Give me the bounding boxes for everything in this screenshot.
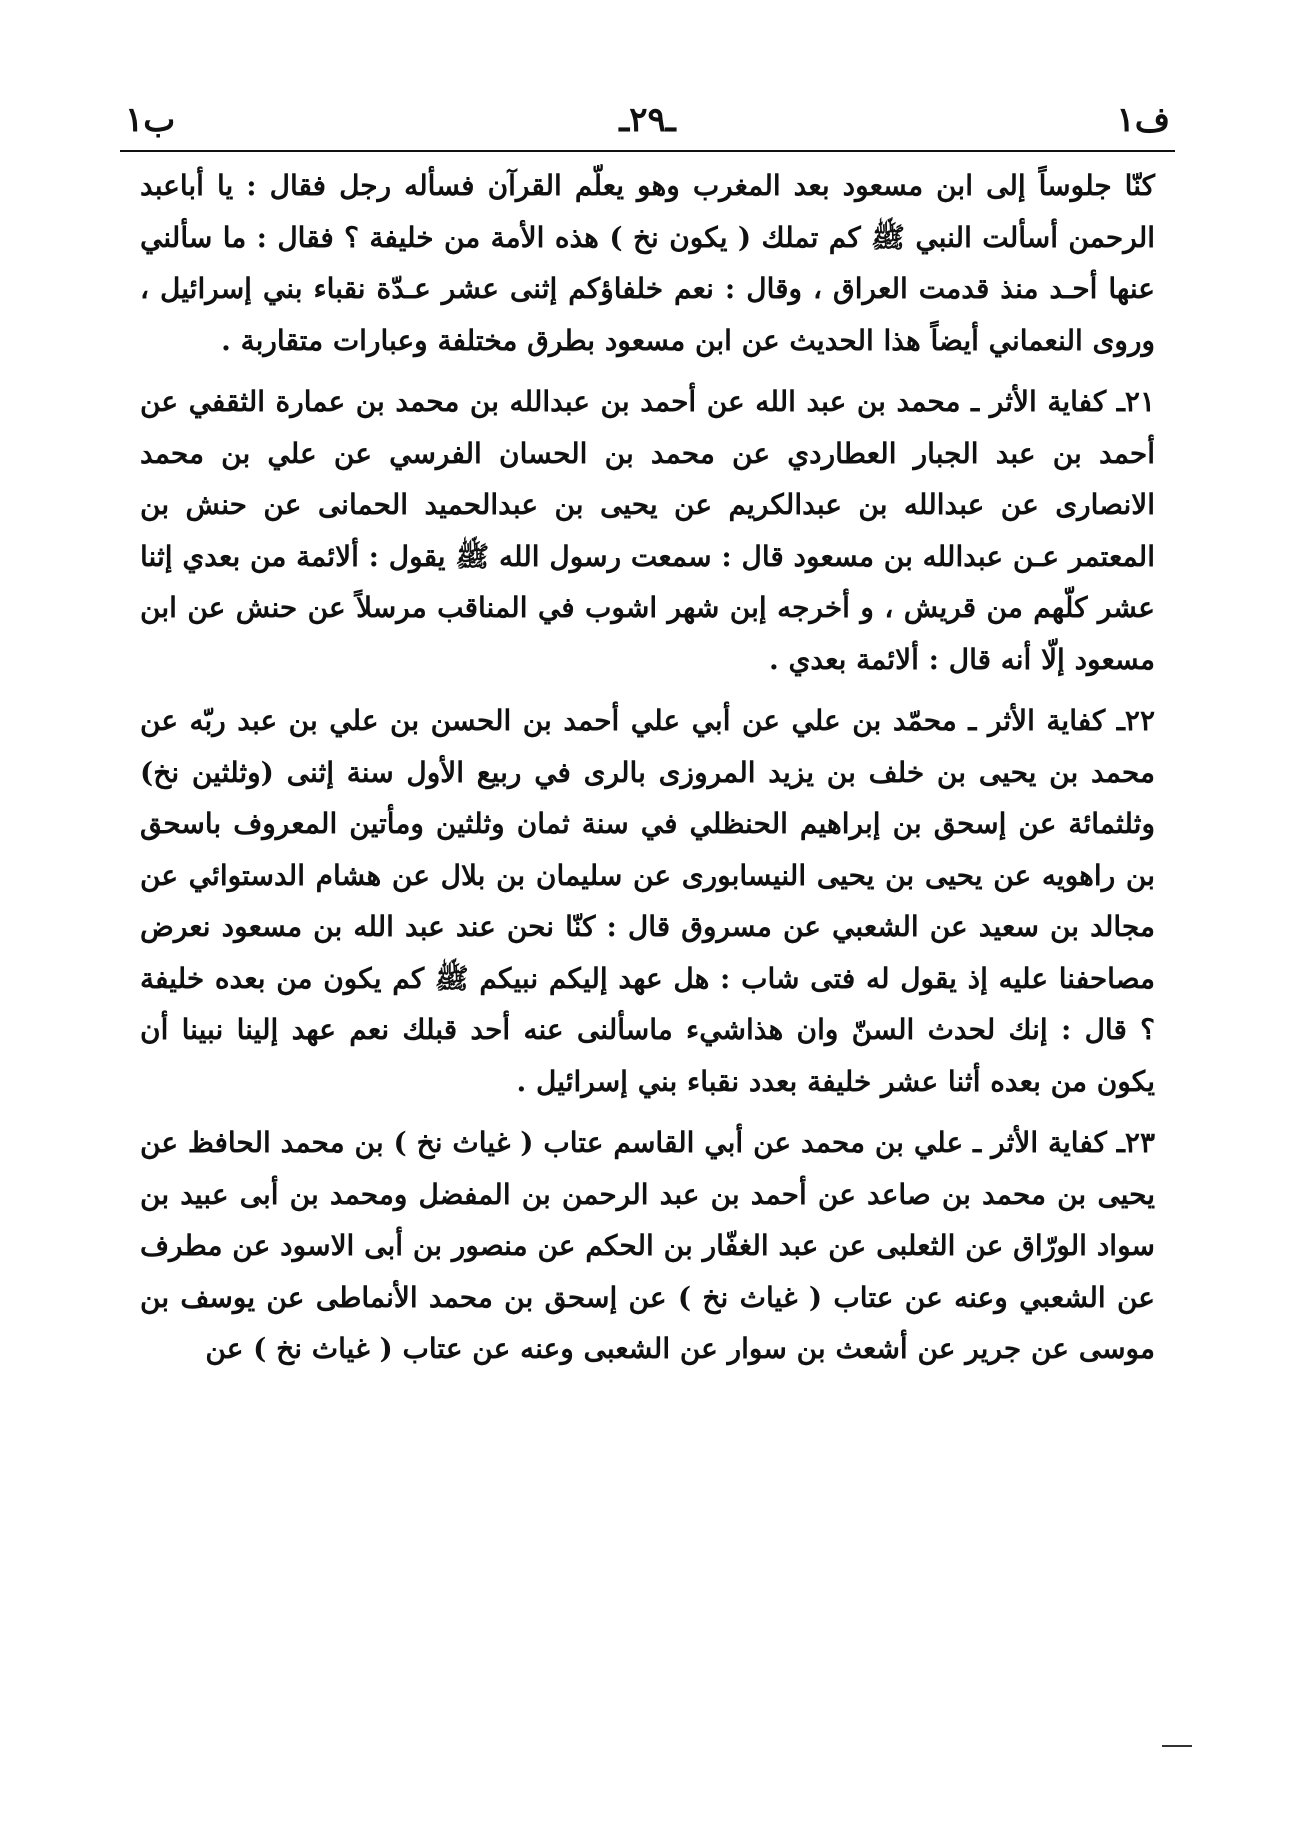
paragraph: كنّا جلوساً إلى ابن مسعود بعد المغرب وهو يعلّم القرآن فسأله رجل فقال : يا أباعبد الرحمن أسألت النبي ﷺ كم تملك ( يكون نخ ) هذه الأمة من خليفة ؟ فقال : ما سألني عنها أحـد منذ قدمت العراق ، وقال : نعم خلفاؤكم إثنى عشر عـدّة نقباء بني إسرائيل ، وروى النعماني أيضاً هذا الحديث عن ابن مسعود بطرق مختلفة وعبارات متقاربة . xyxy=(140,169,1155,357)
header-right-mark: ف١ xyxy=(1116,100,1170,140)
page-body xyxy=(140,160,1155,1385)
page-number: ـ٢٩ـ xyxy=(619,100,676,140)
header-rule xyxy=(120,150,1175,152)
header-left-mark: ب١ xyxy=(125,100,176,140)
page-header xyxy=(125,100,1170,150)
paragraph: ٢٣ـ كفاية الأثر ـ علي بن محمد عن أبي القاسم عتاب ( غياث نخ ) بن محمد الحافظ عن يحيى بن محمد بن صاعد عن أحمد بن عبد الرحمن بن المفضل ومحمد بن أبى عبيد بن سواد الورّاق عن الثعلبى عن عبد الغفّار بن الحكم عن منصور بن أبى الاسود عن مطرف عن الشعبي وعنه عن عتاب ( غياث نخ ) عن إسحق بن محمد الأنماطى عن يوسف بن موسى عن جرير عن أشعث بن سوار عن الشعبى وعنه عن عتاب ( غياث نخ ) عن xyxy=(140,1126,1155,1365)
footer-dash xyxy=(1162,1745,1192,1747)
paragraph: ٢٢ـ كفاية الأثر ـ محمّد بن علي عن أبي علي أحمد بن الحسن بن علي بن عبد ربّه عن محمد بن يحيى بن خلف بن يزيد المروزى بالرى في ربيع الأول سنة إثنى (وثلثين نخ) وثلثمائة عن إسحق بن إبراهيم الحنظلي في سنة ثمان وثلثين ومأتين المعروف باسحق بن راهويه عن يحيى بن يحيى النيسابورى عن سليمان بن بلال عن هشام الدستوائي عن مجالد بن سعيد عن الشعبي عن مسروق قال : كنّا نحن عند عبد الله بن مسعود نعرض مصاحفنا عليه إذ يقول له فتى شاب : هل عهد إليكم نبيكم ﷺ كم يكون من بعده خليفة ؟ قال : إنك لحدث السنّ وان هذاشيء ماسألنى عنه أحد قبلك نعم عهد إلينا نبينا أن يكون من بعده أثنا عشر خليفة بعدد نقباء بني إسرائيل . xyxy=(140,704,1155,1098)
paragraph: ٢١ـ كفاية الأثر ـ محمد بن عبد الله عن أحمد بن عبدالله بن محمد بن عمارة الثقفي عن أحمد بن عبد الجبار العطاردي عن محمد بن الحسان الفرسي عن علي بن محمد الانصارى عن عبدالله بن عبدالكريم عن يحيى بن عبدالحميد الحمانى عن حنش بن المعتمر عـن عبدالله بن مسعود قال : سمعت رسول الله ﷺ يقول : ألائمة من بعدي إثنا عشر كلّهم من قريش ، و أخرجه إبن شهر اشوب في المناقب مرسلاً عن حنش عن ابن مسعود إلّا أنه قال : ألائمة بعدي . xyxy=(140,385,1155,676)
